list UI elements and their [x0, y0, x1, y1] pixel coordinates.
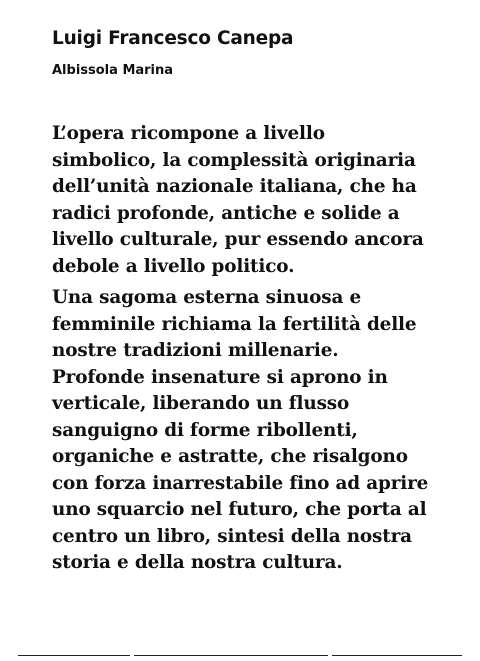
- footer-divider: [18, 655, 130, 656]
- paragraph-line: livello culturale, pur essendo ancora: [52, 229, 424, 250]
- paragraph-line: organiche e astratte, che risalgono: [52, 446, 408, 467]
- paragraph-line: Profonde insenature si aprono in: [52, 366, 388, 388]
- paragraph-line: verticale, liberando un flusso: [52, 393, 350, 414]
- author-location: Albissola Marina: [52, 63, 174, 78]
- paragraph-line: dell’unità nazionale italiana, che ha: [52, 176, 417, 197]
- paragraph-line: centro un libro, sintesi della nostra: [52, 525, 412, 547]
- paragraph-line: uno squarcio nel futuro, che porta al: [52, 499, 427, 520]
- paragraph-line: L’opera ricompone a livello: [52, 123, 325, 144]
- paragraph-line: Una sagoma esterna sinuosa e: [52, 287, 362, 308]
- paragraph-line: con forza inarrestabile fino ad aprire: [52, 472, 429, 494]
- paragraph-line: nostre tradizioni millenarie.: [52, 340, 339, 361]
- footer-divider: [134, 655, 328, 656]
- description-paragraph-2: [52, 285, 472, 577]
- paragraph-line: storia e della nostra cultura.: [52, 552, 343, 573]
- footer-divider: [332, 655, 462, 656]
- paragraph-line: sanguigno di forme ribollenti,: [52, 419, 358, 441]
- paragraph-line: radici profonde, antiche e solide a: [52, 202, 400, 224]
- description-paragraph-1: [52, 121, 472, 280]
- paragraph-line: femminile richiama la fertilità delle: [52, 313, 417, 335]
- author-name: Luigi Francesco Canepa: [52, 28, 294, 49]
- paragraph-line: debole a livello politico.: [52, 255, 295, 277]
- paragraph-line: simbolico, la complessità originaria: [52, 149, 416, 171]
